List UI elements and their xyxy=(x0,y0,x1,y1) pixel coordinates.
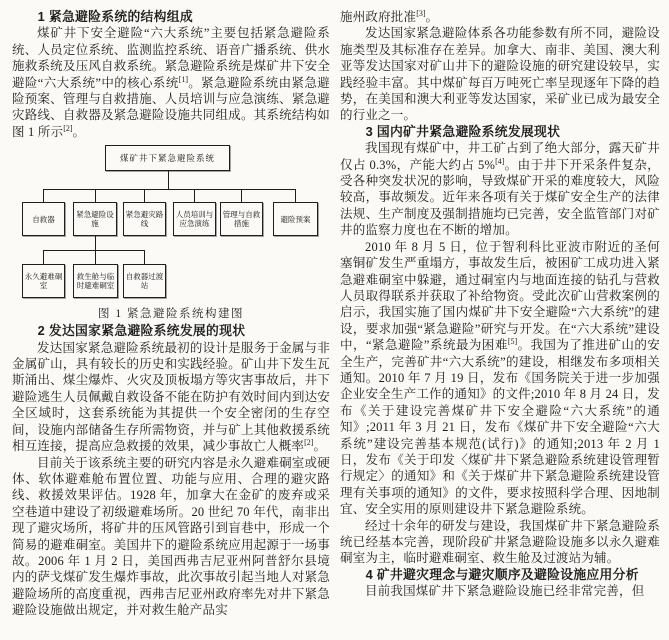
chart-node-self-rescuer: 自救器 xyxy=(22,202,65,236)
org-chart xyxy=(12,143,330,300)
connector-line xyxy=(43,189,44,202)
connector-line xyxy=(95,250,96,264)
left-column xyxy=(12,9,330,619)
connector-line xyxy=(43,250,44,264)
connector-line xyxy=(241,189,242,202)
connector-line xyxy=(95,189,96,202)
section-heading-4: 4 矿井避灾理念与避灾顺序及避险设施应用分析 xyxy=(365,566,639,582)
para-intro: 煤矿井下安全避险“六大系统”主要包括紧急避险系统、人员定位系统、监测监控系统、语音广播系统、供水施救系统及压风自救系统。紧急避险系统是煤矿井下安全避险“六大系统”中的核心系统[1]。紧急避险系统由紧急避险预案、管理与自救措施、人员培训与应急演练、紧急避灾路线、自救器及紧急避险设施共同组成。其系统结构如图 1 所示[2]。 xyxy=(12,26,330,139)
para-research-history: 目前关于该系统主要的研究内容是永久避难硐室或硬体、软体避难舱布置位置、功能与应用、合理的避灾路线、救援效果评估。1928 年，加拿大在金矿的废弃或采空巷道中建设了初级避难场所。20 世纪 70 年代，南非出现了避灾场所，将矿井的压风管路引到盲巷中，形成一个简易的避难硐室。美国井下的避险系统应用起源于一场事故。2006 年 1 月 2 日，美国西弗吉尼亚州阿普舒尔县境内的萨戈煤矿发生爆炸事故，此次事故引起当地人对紧急避险场所的高度重视，西弗吉尼亚州政府率先对井下紧急避险设施做出规定，并对救生舱产品实 xyxy=(12,455,330,618)
section-heading-3: 3 国内矿井紧急避险系统发展现状 xyxy=(365,123,561,139)
connector-line xyxy=(43,189,296,190)
para-domestic-status: 我国现有煤矿中，井工矿占到了绝大部分，露天矿井仅占 0.3%，产能大约占 5%[4]。由于井下开采条件复杂，受各种突发状况的影响，导致煤矿开采的难度较大，风险较高，事故频发。近年来各项有关于煤矿安全生产的法律法规、生产制度及强制措施均已完善，安全监管部门对矿井的监察力度也在不断的增加。 xyxy=(340,141,660,238)
connector-line xyxy=(144,189,145,202)
connector-line xyxy=(43,250,145,251)
chart-node-management-measures: 管理与自救措施 xyxy=(220,202,263,236)
connector-line xyxy=(295,189,296,202)
citation-ref: [2] xyxy=(63,123,73,133)
section-heading-1: 1 紧急避险系统的结构组成 xyxy=(37,9,193,24)
connector-line xyxy=(168,171,169,189)
figure-1 xyxy=(12,143,330,321)
para-chile-policies: 2010 年 8 月 5 日，位于智利科比亚波市附近的圣何塞铜矿发生严重塌方，事故发生后，被困矿工成功进入紧急避难硐室中躲避，通过硐室内与地面连接的钻孔与营救人员取得联系并获取了补给物资。受此次矿山营救案例的启示，我国实施了国内煤矿井下安全避险“六大系统”的建设，要求加强“紧急避险”研究与开发。在“六大系统”建设中，“紧急避险”系统最为困难[5]。我国为了推进矿山的安全生产，完善矿井“六大系统”的建设，相继发布多项相关通知。2010 年 7 月 19 日，发布《国务院关于进一步加强企业安全生产工作的通知》的文件;2010 年 8 月 24 日，发布《关于建设完善煤矿井下安全避险“六大系统”的通知》;2011 年 3 月 21 日，发布《煤矿井下安全避险“六大系统”建设完善基本规范(试行)》的通知;2013 年 2 月 1 日，发布《关于印发〈煤矿井下紧急避险系统建设管理暂行规定〉的通知》和《关于煤矿井下紧急避险系统建设管理有关事项的通知》的文件，要求按照科学合理、因地制宜、安全实用的原则建设井下紧急避险系统。 xyxy=(340,239,660,517)
citation-ref: [3] xyxy=(416,8,426,18)
right-column xyxy=(340,9,660,600)
chart-node-root: 煤矿井下紧急避险系统 xyxy=(105,145,230,171)
para-developed-origin: 发达国家紧急避险系统最初的设计是服务于金属与非金属矿山，具有较长的历史和实践经验。矿山井下发生瓦斯涌出、煤尘爆炸、火灾及顶板塌方等灾害事故后，井下避险逃生人员佩戴自救设备不能在防护有效时间内到达安全区域时，这套系统能为其提供一个安全密闭的生存空间，设施内部储备生存所需物资，并与矿上其他救援系统相互连接，提高应急救援的效果，减少事故亡人概率[2]。 xyxy=(12,340,330,454)
chart-node-escape-route: 紧急避灾路线 xyxy=(123,202,166,236)
para-decade-summary: 经过十余年的研发与建设，我国煤矿井下紧急避险系统已经基本完善，现阶段矿井紧急避险设施多以永久避难硐室为主，临时避难硐室、救生舱及过渡站为辅。 xyxy=(340,518,660,566)
citation-ref: [1] xyxy=(178,74,189,84)
chart-node-capsule-temporary: 救生舱与临时避难硐室 xyxy=(73,264,118,298)
chart-node-refuge-facilities: 紧急避险设施 xyxy=(73,202,117,236)
para-overseas-overview: 发达国家紧急避险体系各功能参数有所不同，避险设施类型及其标准存在差异。加拿大、南非、美国、澳大利亚等发达国家对矿山井下的避险设施的研究建设较早，实践经验丰富。其中煤矿每百万吨死亡率呈现逐年下降的趋势，在美国和澳大利亚等发达国家，采矿业已成为最安全的行业之一。 xyxy=(340,26,660,123)
citation-ref: [5] xyxy=(507,336,518,346)
para-current: 目前我国煤矿井下紧急避险设施已经非常完善，但 xyxy=(365,584,645,599)
para-continuation: 施州政府批准[3]。 xyxy=(340,8,439,24)
connector-line xyxy=(194,189,195,202)
citation-ref: [4] xyxy=(495,156,505,166)
chart-node-transfer-station: 自救器过渡站 xyxy=(123,264,166,298)
connector-line xyxy=(144,250,145,264)
chart-node-training-drill: 人员培训与应急演练 xyxy=(173,202,216,236)
citation-ref: [2] xyxy=(304,437,314,447)
section-heading-2: 2 发达国家紧急避险系统发展的现状 xyxy=(37,323,246,339)
connector-line xyxy=(95,236,96,250)
chart-node-refuge-plan: 避险预案 xyxy=(273,202,318,236)
chart-node-permanent-chamber: 永久避难硐室 xyxy=(22,264,65,298)
figure-caption: 图 1 紧急避险系统构建图 xyxy=(98,308,244,321)
